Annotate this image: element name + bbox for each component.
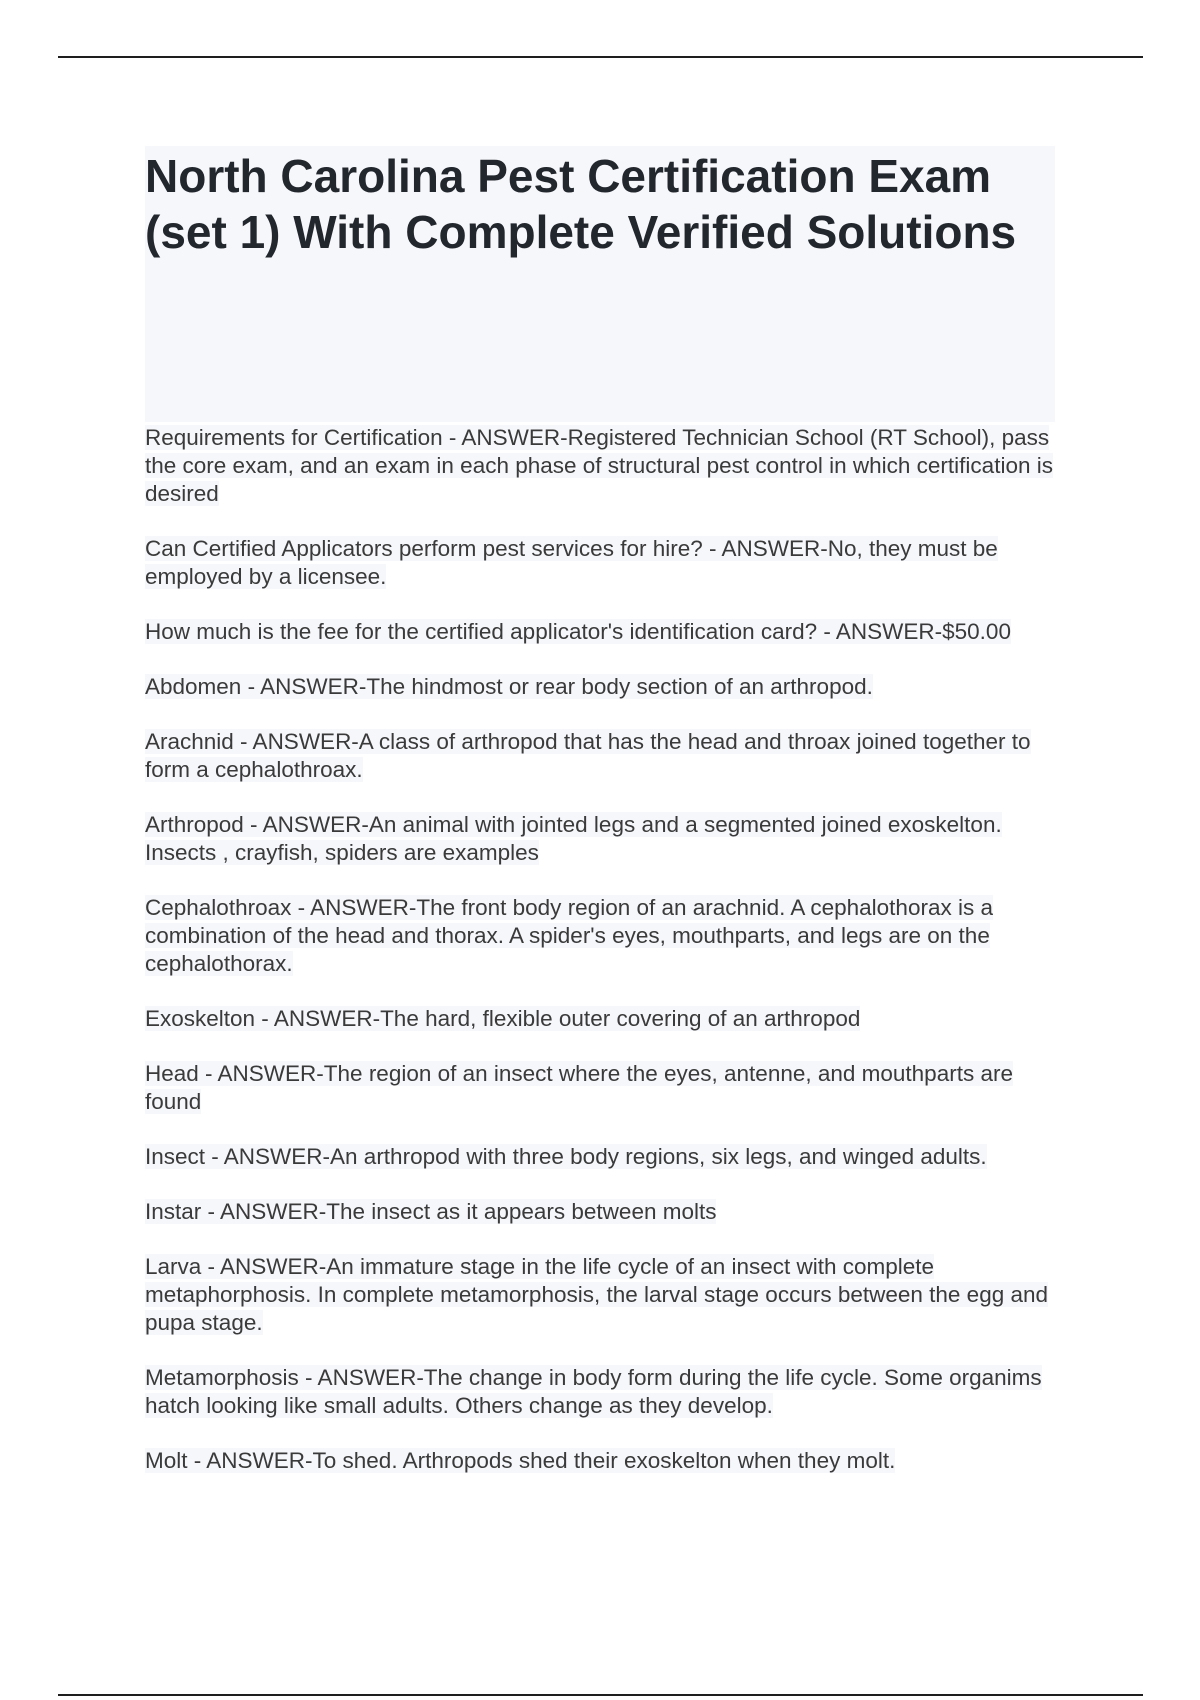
qa-entry: Arachnid - ANSWER-A class of arthropod that has the head and throax joined together to form a cephalothroax. — [145, 729, 1031, 782]
qa-entry: Larva - ANSWER-An immature stage in the life cycle of an insect with complete metaphorphosis. In complete metamorphosis, the larval stage occurs between the egg and pupa stage. — [145, 1254, 1049, 1335]
qa-entry: Instar - ANSWER-The insect as it appears between molts — [145, 1199, 717, 1224]
document-title: North Carolina Pest Certification Exam (set 1) With Complete Verified Solutions — [145, 150, 1017, 258]
title-block — [145, 146, 1055, 422]
qa-entry: Can Certified Applicators perform pest services for hire? - ANSWER-No, they must be employed by a licensee. — [145, 536, 998, 589]
qa-entry: Metamorphosis - ANSWER-The change in body form during the life cycle. Some organims hatch looking like small adults. Others change as they develop. — [145, 1365, 1042, 1418]
qa-entry: Requirements for Certification - ANSWER-Registered Technician School (RT School), pass the core exam, and an exam in each phase of structural pest control in which certification is desired — [145, 425, 1053, 506]
bottom-rule — [58, 1694, 1143, 1696]
top-rule — [58, 56, 1143, 58]
qa-entry: Molt - ANSWER-To shed. Arthropods shed their exoskelton when they molt. — [145, 1448, 896, 1473]
qa-entry: Cephalothroax - ANSWER-The front body region of an arachnid. A cephalothorax is a combination of the head and thorax. A spider's eyes, mouthparts, and legs are on the cephalothorax. — [145, 895, 993, 976]
qa-entry: How much is the fee for the certified applicator's identification card? - ANSWER-$50.00 — [145, 619, 1011, 644]
qa-entry: Arthropod - ANSWER-An animal with jointed legs and a segmented joined exoskelton. Insects , crayfish, spiders are examples — [145, 812, 1002, 865]
qa-list — [145, 424, 1055, 1475]
qa-entry: Abdomen - ANSWER-The hindmost or rear body section of an arthropod. — [145, 674, 873, 699]
document-body — [145, 146, 1055, 1502]
qa-entry: Exoskelton - ANSWER-The hard, flexible outer covering of an arthropod — [145, 1006, 861, 1031]
qa-entry: Head - ANSWER-The region of an insect where the eyes, antenne, and mouthparts are found — [145, 1061, 1013, 1114]
qa-entry: Insect - ANSWER-An arthropod with three body regions, six legs, and winged adults. — [145, 1144, 987, 1169]
